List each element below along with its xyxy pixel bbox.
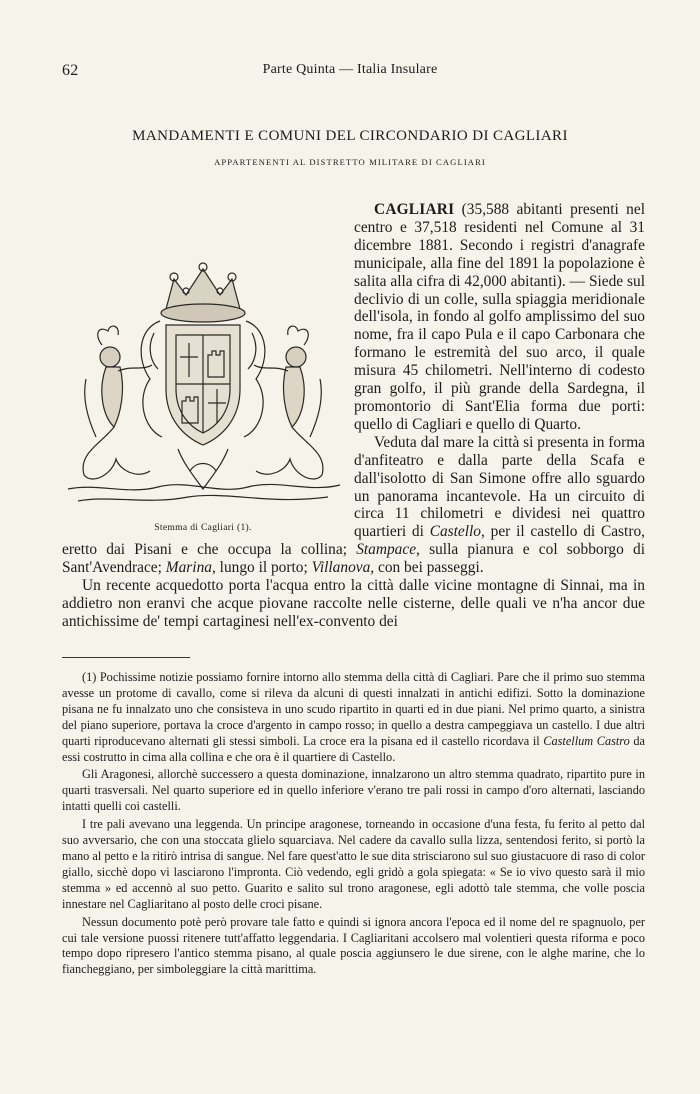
footnote-text: da essi costrutto in cima alla collina e che ora è il quartiere di Castello. (62, 733, 645, 764)
paragraph-text: (35,588 abitanti presenti nel centro e 37,518 residenti nel Comune al 31 dicembre 1881. Secondo i registri d'anagrafe municipale, alla fine del 1891 la popolazione è salita alla cifra di 42,000 abitanti). — Siede sul declivio di un colle, sulla spiaggia meridionale dell'isola, in fondo al golfo amplissimo del suo nome, fra il capo Pula e il capo Carbonara che formano le estremità del suo arco, il quale misura 45 chilometri. Nell'interno di codesto gran golfo, il più grande della Sardegna, il promontorio di Sant'Elia forma due porti: quello di Cagliari e quello di Quarto. (354, 201, 645, 433)
footnote-divider (62, 657, 190, 658)
paragraph-text: , sulla pianura e col sobborgo di Sant'Avendrace; (62, 541, 646, 577)
paragraph-text: Veduta dal mare la città si presenta in forma d'anfiteatro e dalla parte della Scafa e dall'isolotto di San Simone offre allo sguardo un panorama incantevole. Ha un circuito di circa 11 chilometri e dividesi nei quattro quartieri di (354, 433, 645, 541)
paragraph-text: , lungo il porto; (211, 559, 312, 577)
footnote-aragonesi: Gli Aragonesi, allorchè successero a questa dominazione, innalzarono un altro stemma quadrato, ripartito pure in quarti trasversali. Nel quarto superiore ed in quello inferiore v'erano tre pali rossi in campo d'oro alternati, lasciando intatti quelli coi castelli. (62, 767, 645, 814)
footnote-documento: Nessun documento potè però provare tale fatto e quindi si ignora ancora l'epoca ed il nome del re spagnuolo, per cui tale versione puossi ritenere tutt'affatto leggendaria. I Cagliaritani accolsero mal volentieri questa riforma e poco tempo dopo ripresero l'antico stemma pisano, al quale poscia aggiunsero le due sirene, con le alghe marine, che lo fiancheggiano, per simboleggiare la città marittima. (62, 914, 645, 977)
paragraph-text: , con bei passeggi. (370, 559, 484, 577)
running-title: Parte Quinta — Italia Insulare (262, 62, 438, 77)
paragraph-acquedotto: Un recente acquedotto porta l'acqua entro la città dalle vicine montagne di Sinnai, ma in addietro non eranvi che acque piovane raccolte nelle cisterne, delle quali ve n'ha ancor due antichissime de' tempi cartaginesi nell'ex-convento dei (62, 577, 645, 630)
coat-of-arms-figure (58, 239, 348, 537)
footnote-italic: Castellum Castro (543, 733, 630, 748)
coat-of-arms-engraving (58, 239, 348, 511)
quarter-stampace: Stampace (356, 541, 417, 559)
footnote-1 (62, 670, 645, 765)
footnote-leggenda: I tre pali avevano una leggenda. Un principe aragonese, torneando in occasione d'una festa, fu ferito al petto dal suo avversario, che con una stoccata glielo squarciava. Nel cadere da cavallo sulla lizza, sentendosi ferito, si portò la mano al petto e la ritirò intrisa di sangue. Nel fare quest'atto le sue dita strisciarono sul suo giustacuore di raso di color giallo, sicchè dopo vi lasciarono l'impronta. Ciò vedendo, egli gridò a gola spiegata: « Se io vivo questo sarà il mio stemma » ed accennò al suo petto. Guarito e salito sul trono aragonese, egli adottò tale stemma, che volle poscia innestare nel Cagliaritano al posto delle croci pisane. (62, 817, 645, 911)
main-text (62, 201, 645, 631)
quarter-marina: Marina (165, 559, 212, 577)
place-name-cagliari: CAGLIARI (374, 201, 455, 218)
paragraph-text: , per il castello di Castro, eretto dai Pisani e che occupa la collina; (62, 523, 645, 559)
page-number: 62 (62, 62, 79, 79)
figure-caption: Stemma di Cagliari (1). (154, 522, 252, 533)
section-subtitle: APPARTENENTI AL DISTRETTO MILITARE DI CAGLIARI (214, 157, 486, 167)
quarter-villanova: Villanova (311, 559, 371, 577)
quarter-castello: Castello (429, 523, 481, 541)
footnote-text: (1) Pochissime notizie possiamo fornire intorno allo stemma della città di Cagliari. Pare che il primo suo stemma avesse un protome di cavallo, come si rileva da alcuni di questi innalzati in antichi edifizi. Sotto la dominazione pisana ne fu innalzato uno che consisteva in uno scudo ripartito in quarti ed in due piani. Nel primo quarto, a sinistra del piano superiore, portava la croce d'argento in campo rosso; in quello a destra campeggiava un castello. I due altri quarti riproducevano alternati gli stessi simboli. La croce era la pisana ed il castello ricordava il (62, 670, 645, 748)
section-title: MANDAMENTI E COMUNI DEL CIRCONDARIO DI CAGLIARI (132, 128, 568, 144)
running-head (62, 62, 638, 82)
footnotes (62, 670, 645, 980)
